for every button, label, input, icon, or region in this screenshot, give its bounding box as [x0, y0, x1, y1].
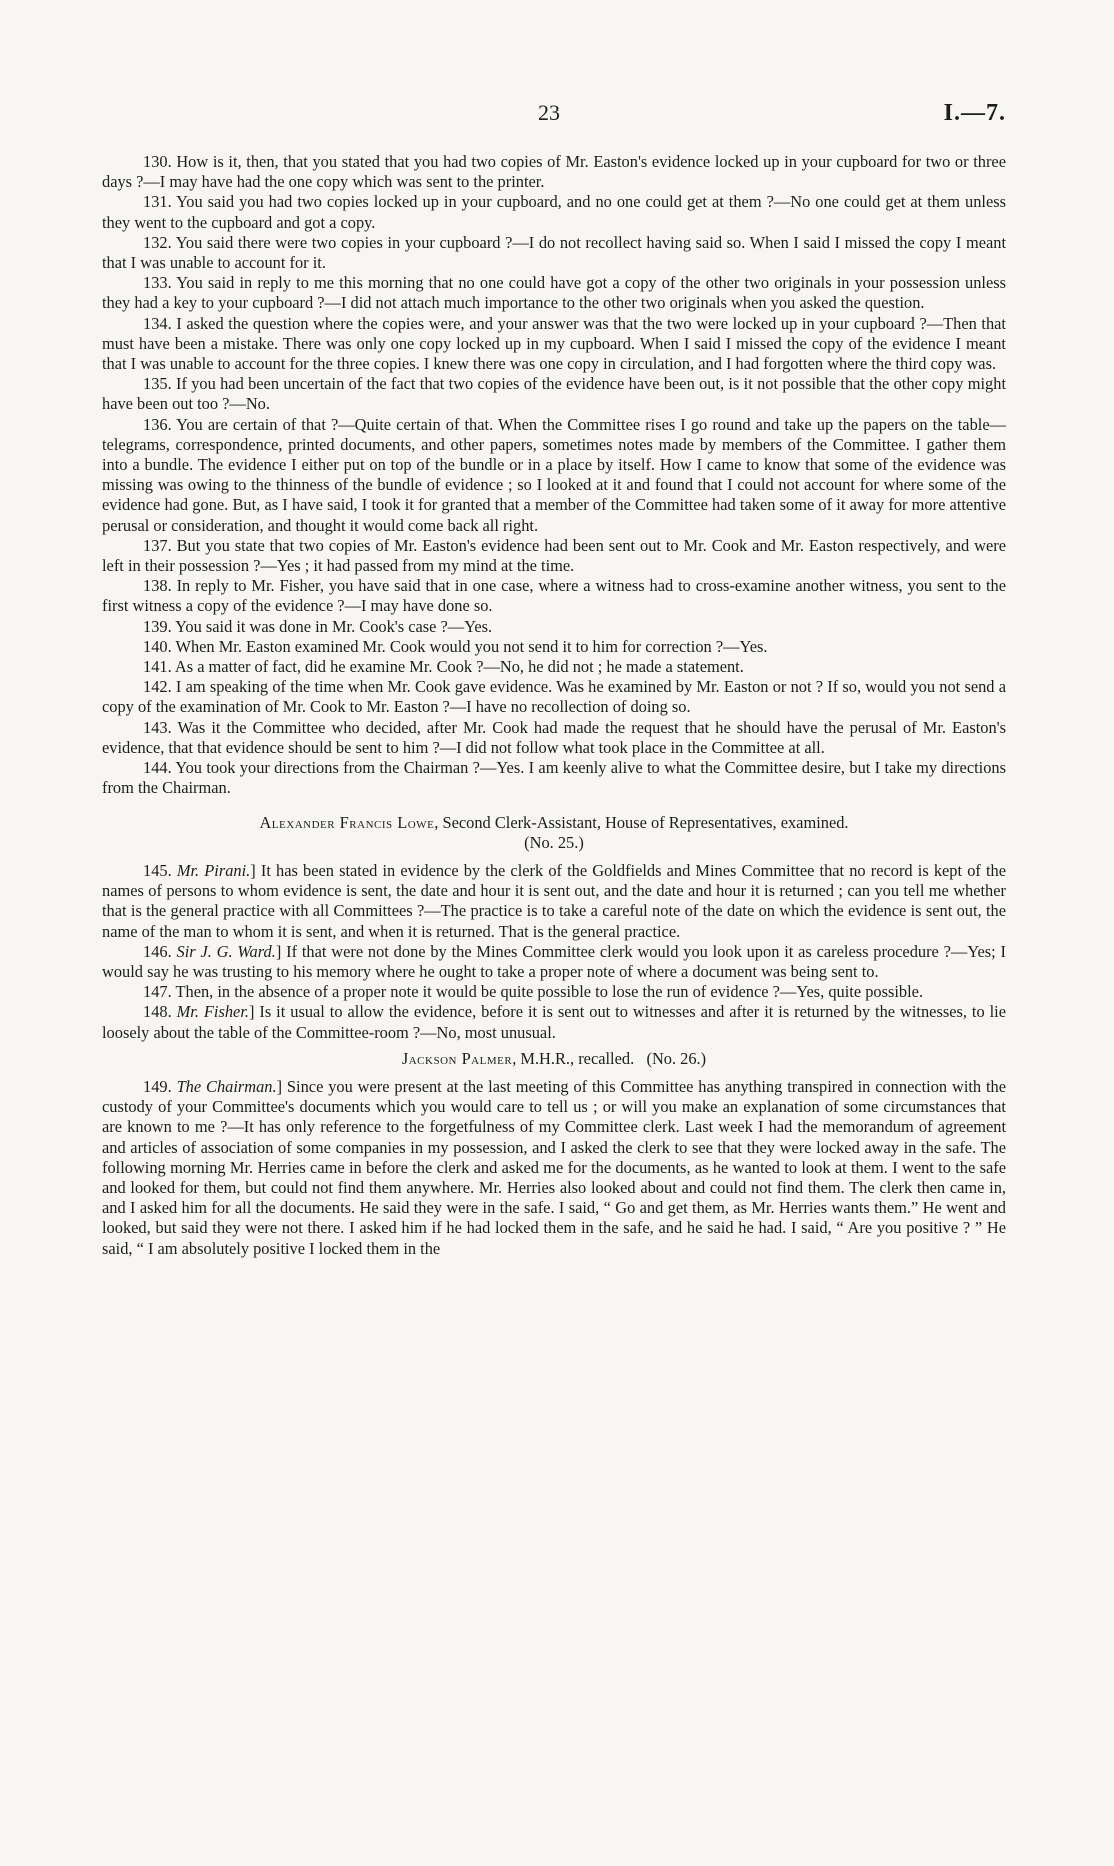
paragraph-148: 148. Mr. Fisher.] Is it usual to allow the evidence, before it is sent out to witnesses and after it is returned by the witnesses, to lie loosely about the table of the Committee-room ?—No, most unusual. — [102, 1002, 1006, 1042]
speaker-name: Mr. Fisher. — [176, 1002, 249, 1022]
paragraph-135: 135. If you had been uncertain of the fact that two copies of the evidence have been out, is it not possible that the other copy might have been out too ?—No. — [102, 374, 1006, 414]
paragraph-143: 143. Was it the Committee who decided, after Mr. Cook had made the request that he should have the perusal of Mr. Easton's evidence, that that evidence should be sent to him ?—I did not follow what took place in the Committee at all. — [102, 717, 1006, 757]
paragraph-147: 147. Then, in the absence of a proper note it would be quite possible to lose the run of evidence ?—Yes, quite possible. — [143, 982, 924, 1002]
speaker-name: The Chairman. — [176, 1076, 277, 1096]
witness-description: , M.H.R., recalled. — [512, 1048, 635, 1068]
witness-heading — [102, 1049, 1006, 1069]
document-reference: I.—7. — [943, 100, 1006, 126]
witness-number: (No. 26.) — [646, 1048, 707, 1068]
page-header — [0, 100, 1114, 130]
paragraph-136: 136. You are certain of that ?—Quite certain of that. When the Committee rises I go round and take up the papers on the table—telegrams, correspondence, printed documents, and other papers, sometimes notes made by members of the Committee. I gather them into a bundle. The evidence I either put on top of the bundle or in a place by itself. How I came to know that some of the evidence was missing was owing to the thinness of the bundle of evidence ; so I looked at it and found that I could not account for where some of the evidence had gone. But, as I have said, I took it for granted that a member of the Committee had taken some of it away for more attentive perusal or consideration, and thought it would come back all right. — [102, 414, 1006, 535]
paragraph-137: 137. But you state that two copies of Mr. Easton's evidence had been sent out to Mr. Cook and Mr. Easton respectively, and were left in their possession ?—Yes ; it had passed from my mind at the time. — [102, 535, 1006, 576]
paragraph-139: 139. You said it was done in Mr. Cook's case ?—Yes. — [143, 616, 493, 636]
paragraph-145: 145. Mr. Pirani.] It has been stated in evidence by the clerk of the Goldfields and Mines Committee that no record is kept of the names of persons to whom evidence is sent, the date and hour it is sent out, and the date and hour it is returned ; can you tell me whether that is the general practice with all Committees ?—The practice is to take a careful note of the date on which the evidence is sent out, the name of the man to whom it is sent, and when it is returned. That is the general practice. — [102, 860, 1007, 941]
paragraph-134: 134. I asked the question where the copies were, and your answer was that the two were locked up in your cupboard ?—Then that must have been a mistake. There was only one copy locked up in my cupboard. When I said I missed the copy of the evidence I meant that I was unable to account for the three copies. I knew there was one copy in circulation, and I had forgotten where the third copy was. — [102, 313, 1006, 374]
paragraph-144: 144. You took your directions from the Chairman ?—Yes. I am keenly alive to what the Committee desire, but I take my directions from the Chairman. — [102, 758, 1006, 798]
page-number: 23 — [538, 100, 560, 125]
body-text — [102, 152, 1006, 1259]
witness-description: , Second Clerk-Assistant, House of Representatives, examined. — [434, 812, 849, 832]
paragraph-140: 140. When Mr. Easton examined Mr. Cook would you not send it to him for correction ?—Yes. — [143, 636, 768, 656]
paragraph-133: 133. You said in reply to me this morning that no one could have got a copy of the other two originals in your possession unless they had a key to your cupboard ?—I did not attach much importance to the other two originals when you asked the question. — [102, 273, 1006, 313]
speaker-name: Sir J. G. Ward. — [176, 941, 276, 961]
witness-name: Alexander Francis Lowe — [259, 812, 435, 832]
paragraph-131: 131. You said you had two copies locked up in your cupboard, and no one could get at them ?—No one could get at them unless they went to the cupboard and got a copy. — [102, 192, 1006, 232]
paragraph-146: 146. Sir J. G. Ward.] If that were not done by the Mines Committee clerk would you look upon it as careless procedure ?—Yes; I would say he was trusting to his memory where he ought to take a proper note of where a document was being sent to. — [102, 941, 1006, 981]
paragraph-141: 141. As a matter of fact, did he examine Mr. Cook ?—No, he did not ; he made a statement. — [143, 657, 744, 677]
witness-heading — [102, 813, 1006, 833]
paragraph-132: 132. You said there were two copies in your cupboard ?—I do not recollect having said so. When I said I missed the copy I meant that I was unable to account for it. — [102, 232, 1006, 273]
speaker-name: Mr. Pirani. — [176, 860, 251, 880]
paragraph-130: 130. How is it, then, that you stated that you had two copies of Mr. Easton's evidence locked up in your cupboard for two or three days ?—I may have had the one copy which was sent to the printer. — [102, 152, 1006, 192]
paragraph-149: 149. The Chairman.] Since you were present at the last meeting of this Committee has anything transpired in connection with the custody of your Committee's documents which you would care to tell us ; or will you make an explanation of some circumstances that are known to me ?—It has only reference to the forgetfulness of my Committee clerk. Last week I had the memorandum of agreement and articles of association of some companies in my possession, and I asked the clerk to see that they were locked away in the safe. The following morning Mr. Herries came in before the clerk and asked me for the documents, as he wanted to look at them. I went to the safe and looked for them, but could not find them anywhere. Mr. Herries also looked about and could not find them. The clerk then came in, and I asked him for all the documents. He said they were in the safe. I said, “ Go and get them, as Mr. Herries wants them.” He went and looked, but said they were not there. I asked him if he had locked them in the safe, and he said he had. I said, “ Are you positive ? ” He said, “ I am absolutely positive I locked them in the — [102, 1076, 1007, 1258]
witness-number: (No. 25.) — [524, 832, 584, 852]
witness-name: Jackson Palmer — [401, 1048, 513, 1068]
paragraph-138: 138. In reply to Mr. Fisher, you have said that in one case, where a witness had to cross-examine another witness, you sent to the first witness a copy of the evidence ?—I may have done so. — [102, 576, 1006, 616]
paragraph-142: 142. I am speaking of the time when Mr. Cook gave evidence. Was he examined by Mr. Easton or not ? If so, would you not send a copy of the examination of Mr. Cook to Mr. Easton ?—I have no recollection of doing so. — [102, 677, 1006, 717]
